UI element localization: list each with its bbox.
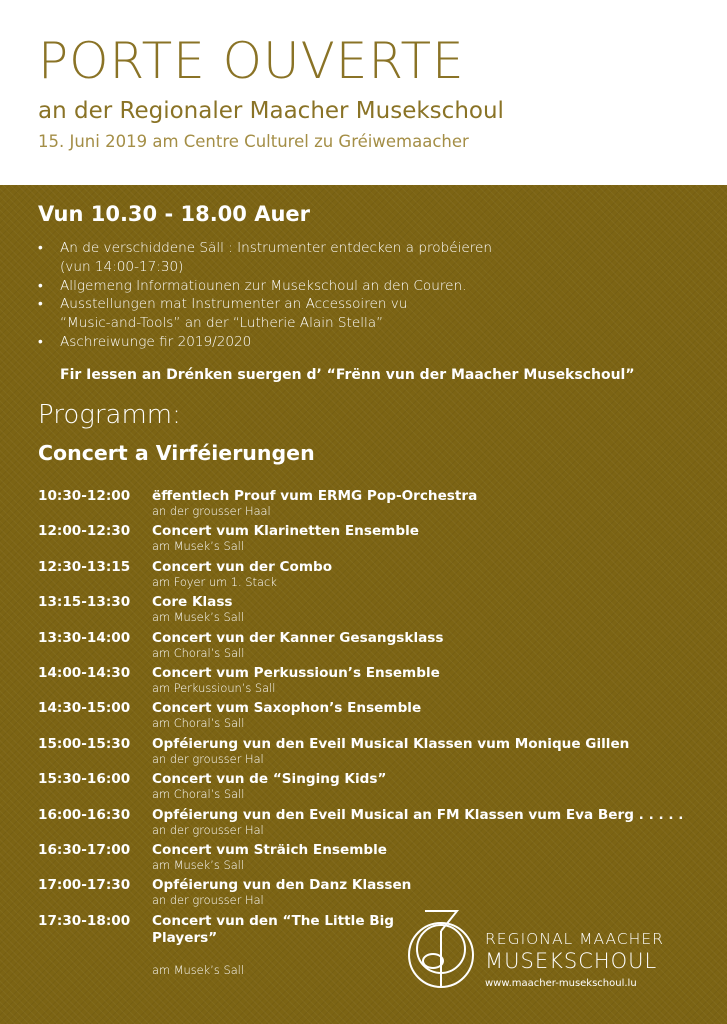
list-item [38,295,698,333]
bullet-icon: • [38,240,43,256]
schedule-row [38,665,698,700]
schedule-time: 17:00-17:30 [38,877,131,894]
music-note-circle-icon [405,905,477,995]
schedule-event: Concert vun der Kanner Gesangsklass [152,629,444,646]
program-title: Programm: [38,400,181,430]
schedule-row [38,807,698,842]
schedule-location: am Musek’s Sall [152,962,244,977]
schedule-location: am Choral’s Sall [152,787,245,802]
logo-text-line2: MUSEKSCHOUL [485,949,658,973]
schedule-time: 15:00-15:30 [38,735,131,752]
schedule-location: am Foyer um 1. Stack [152,574,277,589]
schedule-location: an der grousser Haal [152,504,271,518]
schedule-time: 16:30-17:00 [38,841,131,858]
list-item [38,333,698,352]
schedule-location: an der grousser Hal [152,751,264,766]
list-item-line: Allgemeng Informatiounen zur Musekschoul an den Couren. [60,277,467,294]
schedule-time: 17:30-18:00 [38,912,131,929]
schedule-event: Opféierung vun den Eveil Musical an FM Klassen vum Eva Berg . . . . . [152,806,684,823]
schedule-row [38,594,698,629]
schedule-location: am Choral’s Sall [152,645,245,660]
list-item-line: An de verschiddene Säll : Instrumenter entdecken a probéieren [60,240,492,256]
schedule-location: am Musek’s Sall [152,857,244,872]
schedule-row [38,842,698,877]
list-item-line: Ausstellungen mat Instrumenter an Accessoiren vu [60,296,408,313]
schedule-row [38,771,698,806]
schedule-time: 13:30-14:00 [38,629,131,646]
schedule-row [38,630,698,665]
schedule-event: Concert vun de “Singing Kids” [152,771,387,788]
catering-note: Fir Iessen an Drénken suergen d’ “Frënn vun der Maacher Musekschoul” [60,367,635,383]
list-item [38,277,698,296]
schedule-event: Concert vun der Combo [152,558,333,575]
schedule-event: Opféierung vun den Danz Klassen [152,877,412,894]
bullet-icon: • [38,277,43,294]
schedule-location: an der grousser Hal [152,893,264,908]
event-date: 15. Juni 2019 am Centre Culturel zu Gréiwemaacher [38,132,469,151]
opening-hours: Vun 10.30 - 18.00 Auer [38,202,311,226]
schedule-event: Concert vum Klarinetten Ensemble [152,523,419,540]
info-panel [0,185,727,1024]
schedule-event: Core Klass [152,594,233,611]
schedule-row [38,700,698,735]
bullet-icon: • [38,296,43,313]
logo-text-line1: REGIONAL MAACHER [485,930,664,948]
schedule-time: 15:30-16:00 [38,771,131,788]
schedule-location: an der grousser Hal [152,822,264,837]
schedule-event: Opféierung vun den Eveil Musical Klassen vum Monique Gillen [152,735,630,752]
list-item-line: (vun 14:00-17:30) [60,258,184,275]
schedule-row [38,488,698,523]
schedule-event: Concert vum Sträich Ensemble [152,841,387,858]
schedule-time: 12:30-13:15 [38,558,131,575]
schedule-row [38,559,698,594]
schedule-time: 12:00-12:30 [38,523,131,540]
schedule-location: am Musek’s Sall [152,610,244,625]
schedule-time: 10:30-12:00 [38,488,131,504]
schedule-event: Concert vum Perkussioun’s Ensemble [152,664,440,681]
program-subtitle: Concert a Virféierungen [38,441,315,465]
school-logo [405,905,705,1005]
header [0,0,727,185]
website-url: www.maacher-musekschoul.lu [485,978,637,989]
list-item-line: Aschreiwunge fir 2019/2020 [60,333,252,350]
schedule-row [38,523,698,558]
schedule-time: 16:00-16:30 [38,806,131,823]
schedule-event: ëffentlech Prouf vum ERMG Pop-Orchestra [152,488,478,504]
schedule-time: 13:15-13:30 [38,594,131,611]
schedule-time: 14:30-15:00 [38,700,131,717]
page-title: PORTE OUVERTE [38,32,465,90]
schedule-location: am Musek’s Sall [152,539,244,554]
schedule-event: Concert vun den “The Little Big Players” [152,912,395,946]
bullet-icon: • [38,333,43,350]
page-subtitle: an der Regionaler Maacher Musekschoul [38,98,504,124]
list-item-line: “Music-and-Tools” an der “Lutherie Alain Stella” [60,315,384,332]
list-item [38,239,698,277]
schedule-location: am Choral’s Sall [152,716,245,731]
schedule-location: am Perkussioun’s Sall [152,680,276,695]
schedule-row [38,736,698,771]
schedule-time: 14:00-14:30 [38,664,131,681]
feature-list [38,239,698,352]
schedule-event: Concert vum Saxophon’s Ensemble [152,700,422,717]
